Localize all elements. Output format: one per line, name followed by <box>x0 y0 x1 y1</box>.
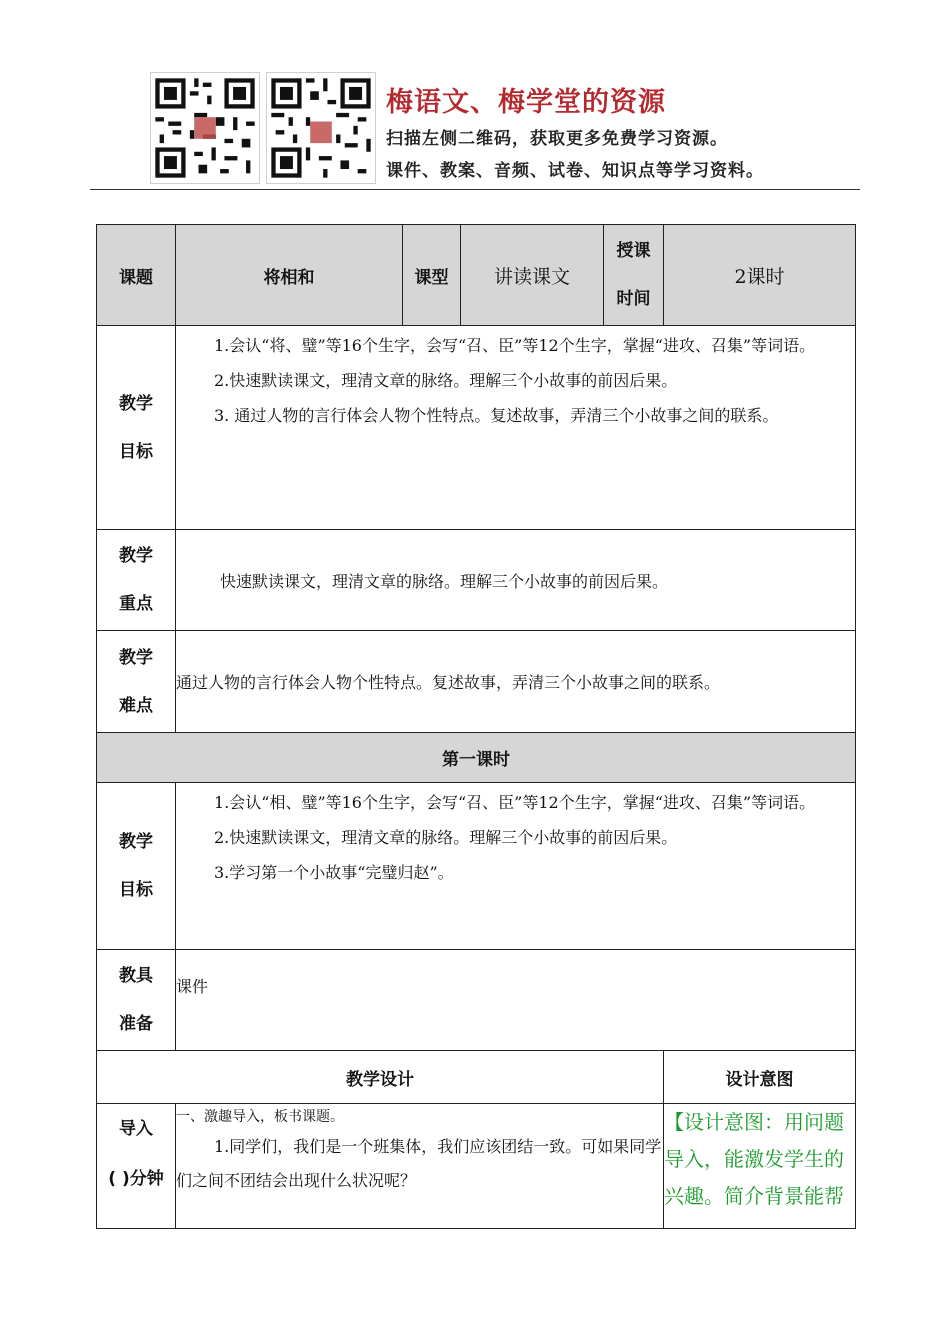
qr-code-left[interactable] <box>150 72 260 184</box>
goal-item: 1.会认“将、璧”等16个生字，会写“召、臣”等12个生字，掌握“进攻、召集”等词语。 <box>214 336 816 355</box>
goal-item: 3.学习第一个小故事“完璧归赵”。 <box>214 863 454 882</box>
tools-label-line2: 准备 <box>119 1014 153 1034</box>
type-value: 讲读课文 <box>461 225 604 326</box>
tools-text: 课件 <box>176 950 856 1051</box>
key-points-label-line1: 教学 <box>119 546 153 566</box>
time-value: 2课时 <box>664 225 856 326</box>
lesson1-title: 第一课时 <box>97 733 856 783</box>
intro-label <box>97 1104 176 1229</box>
key-points-text: 快速默读课文，理清文章的脉络。理解三个小故事的前因后果。 <box>176 530 856 631</box>
table-row <box>97 225 856 326</box>
key-points-label <box>97 530 176 631</box>
intro-heading: 一、激趣导入，板书课题。 <box>176 1109 344 1125</box>
table-row <box>97 1104 856 1229</box>
lesson1-goals-label-line2: 目标 <box>119 880 153 900</box>
goal-item: 3. 通过人物的言行体会人物个性特点。复述故事，弄清三个小故事之间的联系。 <box>214 406 779 425</box>
table-row <box>97 530 856 631</box>
goals-content <box>176 326 856 530</box>
difficulties-text: 通过人物的言行体会人物个性特点。复述故事，弄清三个小故事之间的联系。 <box>176 631 856 733</box>
time-label-line1: 授课 <box>616 241 651 261</box>
table-row <box>97 631 856 733</box>
table-row <box>97 783 856 950</box>
table-row <box>97 326 856 530</box>
goals-label-line2: 目标 <box>119 441 153 462</box>
intent-header: 设计意图 <box>664 1051 856 1104</box>
goals-label <box>97 326 176 530</box>
intro-intent: 【设计意图：用问题导入，能激发学生的兴趣。简介背景能帮 <box>664 1104 856 1229</box>
difficulties-label-line1: 教学 <box>119 647 153 668</box>
table-row <box>97 950 856 1051</box>
qr-code-icon <box>151 73 259 183</box>
tools-label-line1: 教具 <box>119 966 153 986</box>
goal-item: 2.快速默读课文，理清文章的脉络。理解三个小故事的前因后果。 <box>214 828 678 847</box>
table-row <box>97 733 856 783</box>
type-label: 课型 <box>403 225 461 326</box>
intro-content <box>176 1104 664 1229</box>
qr-code-icon <box>267 73 375 183</box>
goal-item: 2.快速默读课文，理清文章的脉络。理解三个小故事的前因后果。 <box>214 371 678 390</box>
goal-item: 1.会认“相、璧”等16个生字，会写“召、臣”等12个生字，掌握“进攻、召集”等词语。 <box>214 793 816 812</box>
brand-subtitle-1: 扫描左侧二维码，获取更多免费学习资源。 <box>386 129 728 149</box>
difficulties-label-line2: 难点 <box>119 695 153 716</box>
lesson1-goals-label <box>97 783 176 950</box>
goals-label-line1: 教学 <box>119 393 153 414</box>
table-row <box>97 1051 856 1104</box>
lesson1-goals-content <box>176 783 856 950</box>
tools-label <box>97 950 176 1051</box>
lesson1-goals-label-line1: 教学 <box>119 832 153 852</box>
time-label-line2: 时间 <box>616 289 651 309</box>
topic-label: 课题 <box>97 225 176 326</box>
qr-code-right[interactable] <box>266 72 376 184</box>
brand-title: 梅语文、梅学堂的资源 <box>386 87 666 118</box>
key-points-label-line2: 重点 <box>119 594 153 614</box>
header-divider <box>90 189 860 190</box>
difficulties-label <box>97 631 176 733</box>
intro-label-line1: 导入 <box>119 1119 153 1139</box>
intro-text: 1.同学们，我们是一个班集体，我们应该团结一致。可如果同学们之间不团结会出现什么状况呢？ <box>176 1137 662 1190</box>
topic-value: 将相和 <box>176 225 403 326</box>
time-label <box>604 225 664 326</box>
lesson-plan-table <box>96 224 856 1229</box>
intro-label-line2: ( )分钟 <box>108 1169 164 1189</box>
design-header: 教学设计 <box>97 1051 664 1104</box>
brand-subtitle-2: 课件、教案、音频、试卷、知识点等学习资料。 <box>386 161 764 181</box>
